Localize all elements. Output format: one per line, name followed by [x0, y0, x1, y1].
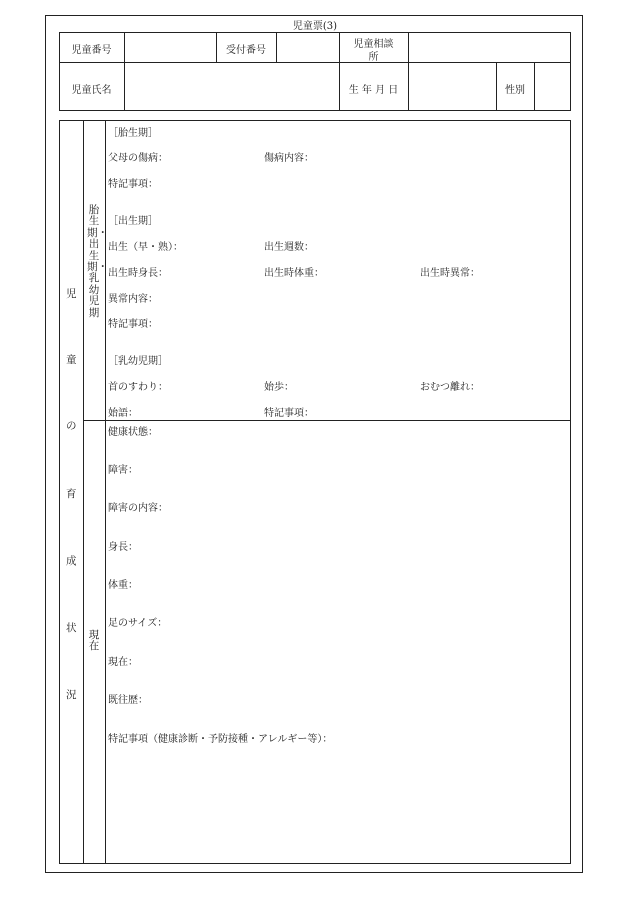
current-period-label: 現在: [88, 629, 100, 653]
birth-type-field[interactable]: 出生（早・熟）：: [108, 242, 183, 253]
gestation-weeks-field[interactable]: 出生週数：: [264, 242, 314, 253]
foot-size-field[interactable]: 足のサイズ：: [108, 618, 168, 629]
infancy-heading: ［乳幼児期］: [108, 356, 168, 367]
birthdate-field[interactable]: [409, 63, 495, 110]
period-divider: [83, 420, 571, 421]
abnormality-details-field[interactable]: 異常内容：: [108, 294, 158, 305]
receipt-number-label: 受付番号: [226, 45, 266, 56]
first-words-field[interactable]: 始語：: [108, 408, 138, 419]
sex-field[interactable]: [535, 63, 570, 110]
diaper-off-field[interactable]: おむつ離れ：: [420, 382, 480, 393]
first-steps-field[interactable]: 始歩：: [264, 382, 294, 393]
sex-label: 性別: [505, 85, 525, 96]
receipt-number-field[interactable]: [277, 33, 338, 61]
disability-details-field[interactable]: 障害の内容：: [108, 503, 168, 514]
birth-heading: ［出生期］: [108, 216, 158, 227]
fetal-notes-field[interactable]: 特記事項：: [108, 179, 158, 190]
early-period-label: 胎生期・出生期・乳幼児期: [87, 204, 108, 319]
section-label-char-2: 童: [66, 354, 77, 366]
consultation-office-label-line1: 児童相談: [353, 39, 394, 50]
fetal-heading: ［胎生期］: [108, 128, 158, 139]
birth-weight-field[interactable]: 出生時体重：: [264, 268, 324, 279]
child-number-field[interactable]: [125, 33, 215, 61]
birth-abnormality-field[interactable]: 出生時異常：: [420, 268, 480, 279]
parent-illness-field[interactable]: 父母の傷病：: [108, 153, 168, 164]
current-status-field[interactable]: 現在：: [108, 657, 138, 668]
section-label-char-7: 況: [66, 689, 77, 701]
health-field[interactable]: 健康状態：: [108, 427, 158, 438]
head-control-field[interactable]: 首のすわり：: [108, 382, 168, 393]
height-field[interactable]: 身長：: [108, 542, 138, 553]
birth-length-field[interactable]: 出生時身長：: [108, 268, 168, 279]
consultation-office-field[interactable]: [409, 33, 570, 61]
section-label-char-4: 育: [66, 488, 77, 500]
child-name-label: 児童氏名: [71, 85, 112, 96]
infancy-notes-field[interactable]: 特記事項：: [264, 408, 314, 419]
birthdate-label: 生 年 月 日: [348, 85, 399, 96]
child-number-label: 児童番号: [71, 45, 112, 56]
illness-details-field[interactable]: 傷病内容：: [264, 153, 314, 164]
current-notes-field[interactable]: 特記事項（健康診断・予防接種・アレルギー等）：: [108, 734, 333, 745]
medical-history-field[interactable]: 既往歴：: [108, 695, 148, 706]
section-label-char-6: 状: [66, 622, 77, 634]
disability-field[interactable]: 障害：: [108, 465, 138, 476]
section-label-char-1: 児: [66, 288, 77, 300]
section-label-char-5: 成: [66, 555, 77, 567]
form-title: 児童票(3): [292, 21, 338, 32]
section-label-char-3: の: [66, 420, 77, 432]
consultation-office-label-line2: 所: [368, 52, 379, 63]
birth-notes-field[interactable]: 特記事項：: [108, 319, 158, 330]
child-name-field[interactable]: [125, 63, 338, 110]
weight-field[interactable]: 体重：: [108, 580, 138, 591]
development-table: [59, 120, 571, 864]
